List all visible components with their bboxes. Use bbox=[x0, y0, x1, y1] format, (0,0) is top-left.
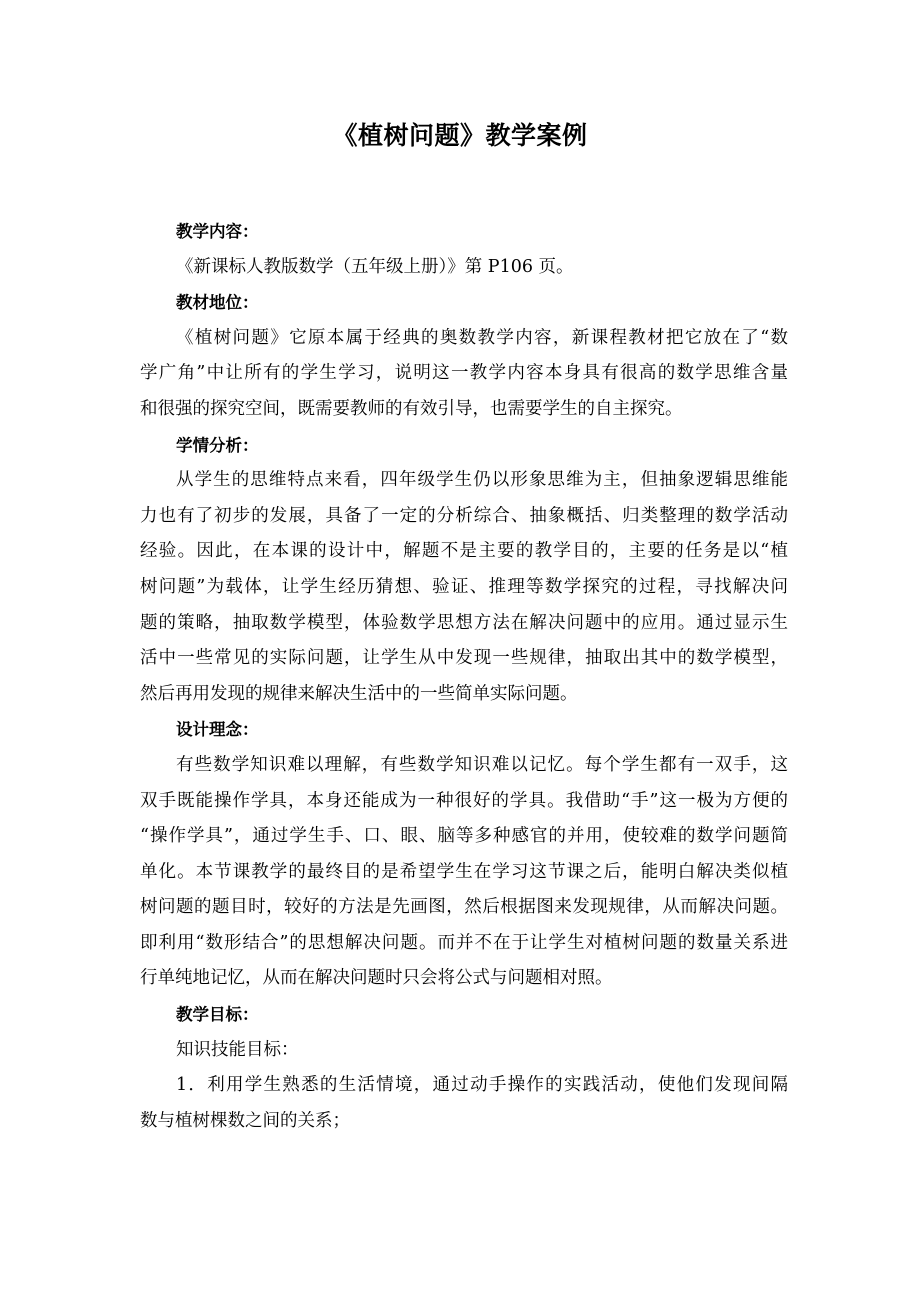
paragraph-line: 力也有了初步的发展，具备了一定的分析综合、抽象概括、归类整理的数学活动 bbox=[140, 505, 788, 526]
document-body bbox=[140, 214, 788, 1139]
paragraph-line: 和很强的探究空间，既需要教师的有效引导，也需要学生的自主探究。 bbox=[140, 398, 683, 419]
paragraph-line: 《植树问题》它原本属于经典的奥数教学内容，新课程教材把它放在了“数 bbox=[176, 327, 788, 348]
paragraph-line: 树问题的题目时，较好的方法是先画图，然后根据图来发现规律，从而解决问题。 bbox=[140, 897, 788, 918]
paragraph-line: 活中一些常见的实际问题，让学生从中发现一些规律，抽取出其中的数学模型， bbox=[140, 648, 788, 669]
heading-teaching-content: 教学内容： bbox=[176, 222, 259, 241]
heading-teaching-goals: 教学目标： bbox=[176, 1005, 259, 1025]
paragraph-line: 有些数学知识难以理解，有些数学知识难以记忆。每个学生都有一双手，这 bbox=[176, 754, 788, 775]
paragraph-line: 学广角”中让所有的学生学习，说明这一教学内容本身具有很高的数学思维含量 bbox=[140, 363, 788, 384]
paragraph-line: 《新课标人教版数学（五年级上册）》第 P106 页。 bbox=[176, 256, 574, 277]
paragraph-line: 题的策略，抽取数学模型，体验数学思想方法在解决问题中的应用。通过显示生 bbox=[140, 612, 788, 633]
paragraph-line: 数与植树棵数之间的关系； bbox=[140, 1110, 350, 1131]
heading-textbook-position: 教材地位： bbox=[176, 293, 259, 313]
paragraph-line: 树问题”为载体，让学生经历猜想、验证、推理等数学探究的过程，寻找解决问 bbox=[140, 576, 788, 597]
paragraph-line: 单化。本节课教学的最终目的是希望学生在学习这节课之后，能明白解决类似植 bbox=[140, 861, 788, 882]
paragraph-line: “操作学具”，通过学生手、口、眼、脑等多种感官的并用，使较难的数学问题简 bbox=[140, 826, 788, 847]
heading-student-analysis: 学情分析： bbox=[176, 435, 259, 455]
document-title: 《植树问题》教学案例 bbox=[332, 121, 588, 150]
sub-heading-knowledge-goals: 知识技能目标： bbox=[176, 1039, 299, 1060]
paragraph-line: 然后再用发现的规律来解决生活中的一些简单实际问题。 bbox=[140, 683, 578, 704]
paragraph-line: 行单纯地记忆，从而在解决问题时只会将公式与问题相对照。 bbox=[140, 968, 613, 989]
paragraph-line: 即利用“数形结合”的思想解决问题。而并不在于让学生对植树问题的数量关系进 bbox=[140, 932, 788, 953]
paragraph-line: 1．利用学生熟悉的生活情境，通过动手操作的实践活动，使他们发现间隔 bbox=[176, 1075, 788, 1096]
paragraph-line: 双手既能操作学具，本身还能成为一种很好的学具。我借助“手”这一极为方便的 bbox=[140, 790, 788, 811]
paragraph-line: 从学生的思维特点来看，四年级学生仍以形象思维为主，但抽象逻辑思维能 bbox=[176, 470, 788, 491]
paragraph-line: 经验。因此，在本课的设计中，解题不是主要的教学目的，主要的任务是以“植 bbox=[140, 541, 788, 562]
heading-design-concept: 设计理念： bbox=[176, 720, 259, 740]
